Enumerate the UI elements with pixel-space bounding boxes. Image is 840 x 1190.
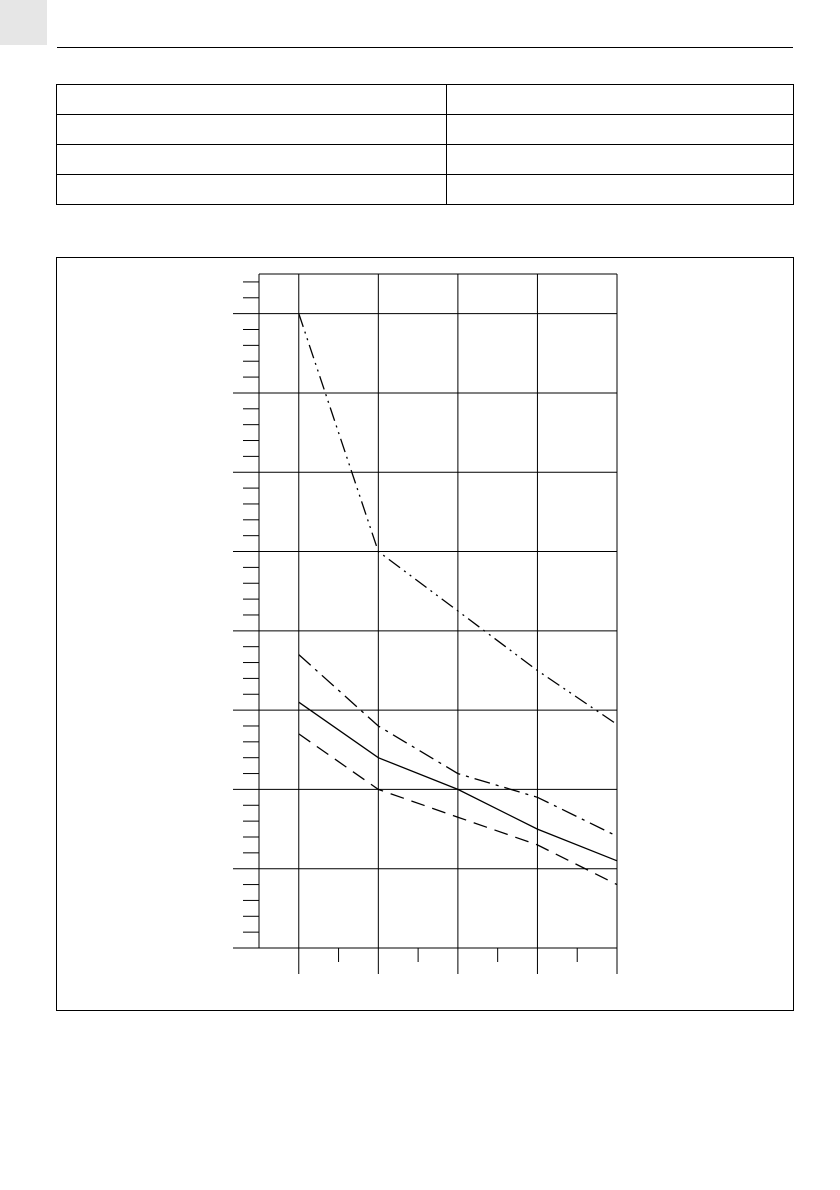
- table-row: [57, 145, 794, 175]
- table-cell: [57, 145, 447, 175]
- table-cell: [57, 115, 447, 145]
- table-row: [57, 175, 794, 205]
- table-cell: [447, 115, 794, 145]
- table-cell: [57, 85, 447, 115]
- page-corner-tab: [0, 0, 47, 45]
- table-row: [57, 115, 794, 145]
- table-row: [57, 85, 794, 115]
- line-chart: [57, 258, 793, 1010]
- table-cell: [447, 85, 794, 115]
- spec-table: [56, 84, 794, 205]
- header-rule: [57, 47, 793, 48]
- table-cell: [447, 145, 794, 175]
- table-cell: [447, 175, 794, 205]
- chart-figure-box: [56, 257, 794, 1011]
- table-cell: [57, 175, 447, 205]
